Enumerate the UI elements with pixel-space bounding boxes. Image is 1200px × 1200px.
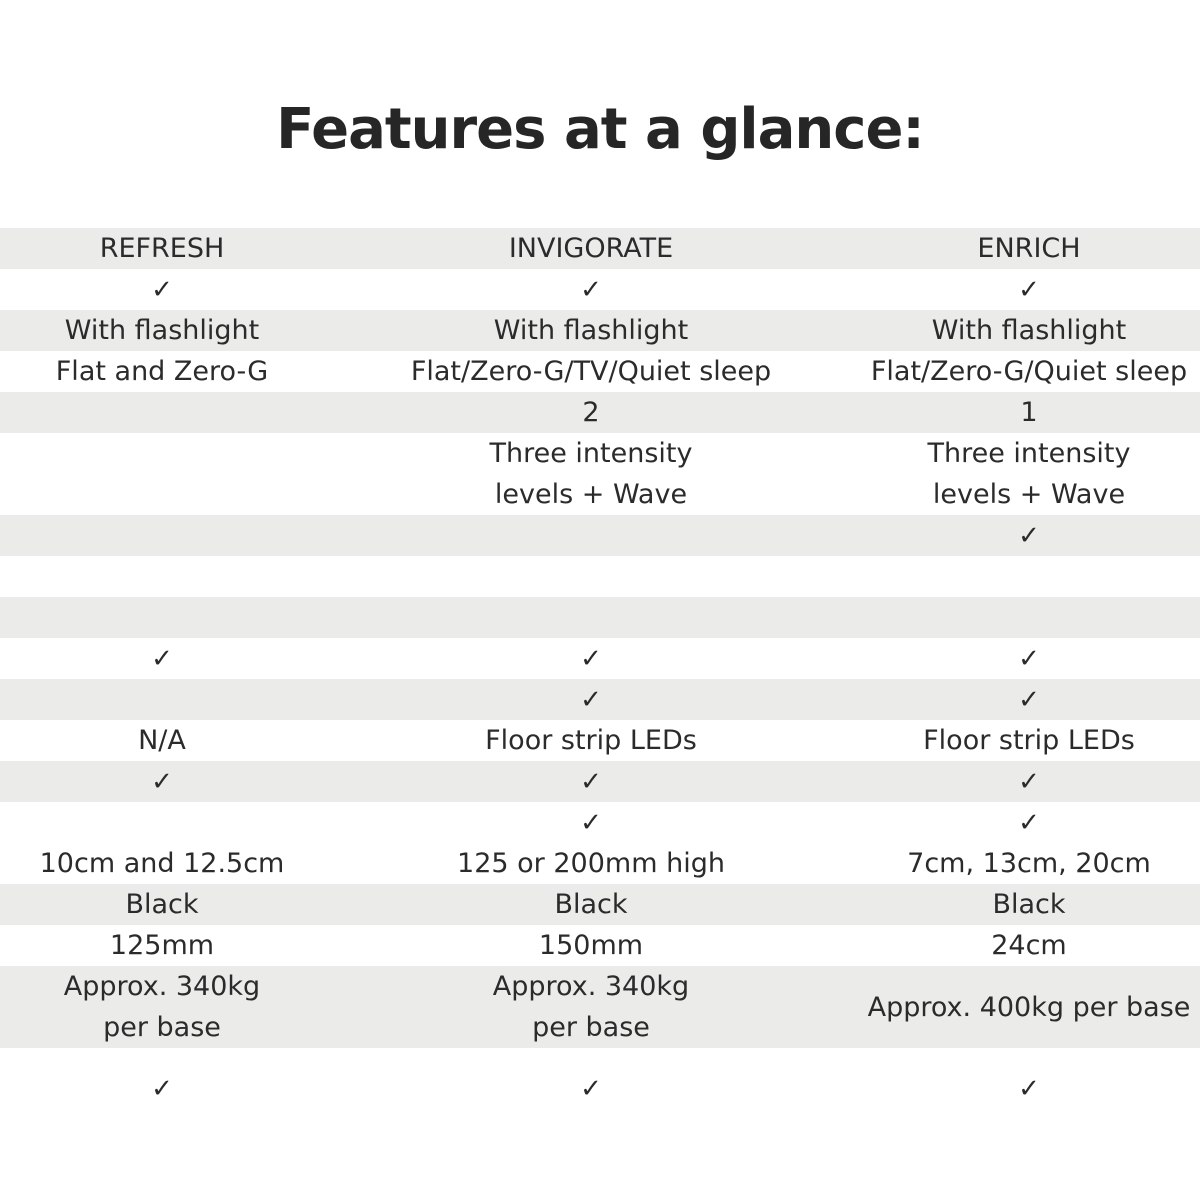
checkmark-icon: ✓ [151, 1074, 173, 1104]
checkmark-icon: ✓ [580, 643, 602, 674]
cell-enrich [858, 515, 1200, 557]
column-header-refresh: REFRESH [99, 233, 225, 264]
checkmark-icon: ✓ [1018, 684, 1040, 715]
cell-invigorate: Approx. 340kg per base [492, 971, 690, 1043]
table-row [0, 351, 1200, 392]
cell-enrich: Black [992, 889, 1066, 920]
checkmark-icon: ✓ [1018, 643, 1040, 674]
table-row [0, 269, 1200, 310]
table-row [0, 556, 1200, 597]
cell-refresh: 125mm [109, 930, 215, 961]
cell-refresh [0, 269, 324, 311]
table-row [0, 638, 1200, 679]
table-row [0, 679, 1200, 720]
checkmark-icon: ✓ [151, 643, 173, 674]
cell-invigorate: Three intensity levels + Wave [489, 438, 693, 510]
cell-enrich [858, 1068, 1200, 1110]
table-row [0, 925, 1200, 966]
cell-invigorate: Black [554, 889, 628, 920]
table-row [0, 310, 1200, 351]
cell-invigorate [324, 269, 858, 311]
cell-enrich [858, 761, 1200, 803]
checkmark-icon: ✓ [580, 1074, 602, 1104]
checkmark-icon: ✓ [580, 807, 602, 838]
table-row [0, 597, 1200, 638]
table-row [0, 1048, 1200, 1130]
cell-invigorate: 150mm [538, 930, 644, 961]
cell-refresh [0, 638, 324, 680]
column-header-invigorate: INVIGORATE [508, 233, 674, 264]
features-table [0, 228, 1200, 1130]
checkmark-icon: ✓ [580, 684, 602, 715]
cell-refresh [0, 1068, 324, 1110]
checkmark-icon: ✓ [1018, 766, 1040, 797]
checkmark-icon: ✓ [1018, 807, 1040, 838]
cell-invigorate: With flashlight [493, 315, 689, 346]
checkmark-icon: ✓ [1018, 520, 1040, 551]
table-row [0, 761, 1200, 802]
cell-refresh: Approx. 340kg per base [63, 971, 261, 1043]
cell-enrich: 24cm [991, 930, 1067, 961]
cell-invigorate [324, 679, 858, 721]
cell-invigorate [324, 761, 858, 803]
checkmark-icon: ✓ [580, 274, 602, 305]
cell-enrich [858, 638, 1200, 680]
cell-enrich: 7cm, 13cm, 20cm [907, 848, 1151, 879]
table-row [0, 515, 1200, 556]
cell-enrich [858, 679, 1200, 721]
cell-enrich: 1 [1020, 397, 1038, 428]
cell-enrich: Floor strip LEDs [923, 725, 1135, 756]
checkmark-icon: ✓ [151, 766, 173, 797]
cell-invigorate: 2 [582, 397, 600, 428]
table-row [0, 392, 1200, 433]
checkmark-icon: ✓ [580, 766, 602, 797]
table-row [0, 884, 1200, 925]
cell-enrich [858, 802, 1200, 844]
table-row [0, 433, 1200, 515]
table-row [0, 843, 1200, 884]
cell-refresh: With flashlight [64, 315, 260, 346]
column-header-enrich: ENRICH [977, 233, 1081, 264]
checkmark-icon: ✓ [1018, 274, 1040, 305]
cell-enrich: Flat/Zero-G/Quiet sleep [870, 356, 1188, 387]
checkmark-icon: ✓ [151, 274, 173, 305]
cell-refresh: N/A [138, 725, 186, 756]
cell-refresh: Black [125, 889, 199, 920]
table-header-row [0, 228, 1200, 269]
table-row [0, 720, 1200, 761]
cell-refresh: 10cm and 12.5cm [39, 848, 285, 879]
cell-invigorate [324, 1068, 858, 1110]
cell-enrich: With flashlight [931, 315, 1127, 346]
cell-invigorate [324, 802, 858, 844]
cell-enrich [858, 269, 1200, 311]
checkmark-icon: ✓ [1018, 1074, 1040, 1104]
cell-enrich: Three intensity levels + Wave [927, 438, 1131, 510]
cell-invigorate: Floor strip LEDs [485, 725, 697, 756]
cell-invigorate: Flat/Zero-G/TV/Quiet sleep [410, 356, 772, 387]
cell-enrich: Approx. 400kg per base [867, 991, 1191, 1023]
table-row [0, 802, 1200, 843]
page-title: Features at a glance: [276, 97, 924, 162]
cell-refresh [0, 761, 324, 803]
cell-invigorate [324, 638, 858, 680]
table-row [0, 966, 1200, 1048]
cell-invigorate: 125 or 200mm high [457, 848, 725, 879]
cell-refresh: Flat and Zero-G [55, 356, 269, 387]
